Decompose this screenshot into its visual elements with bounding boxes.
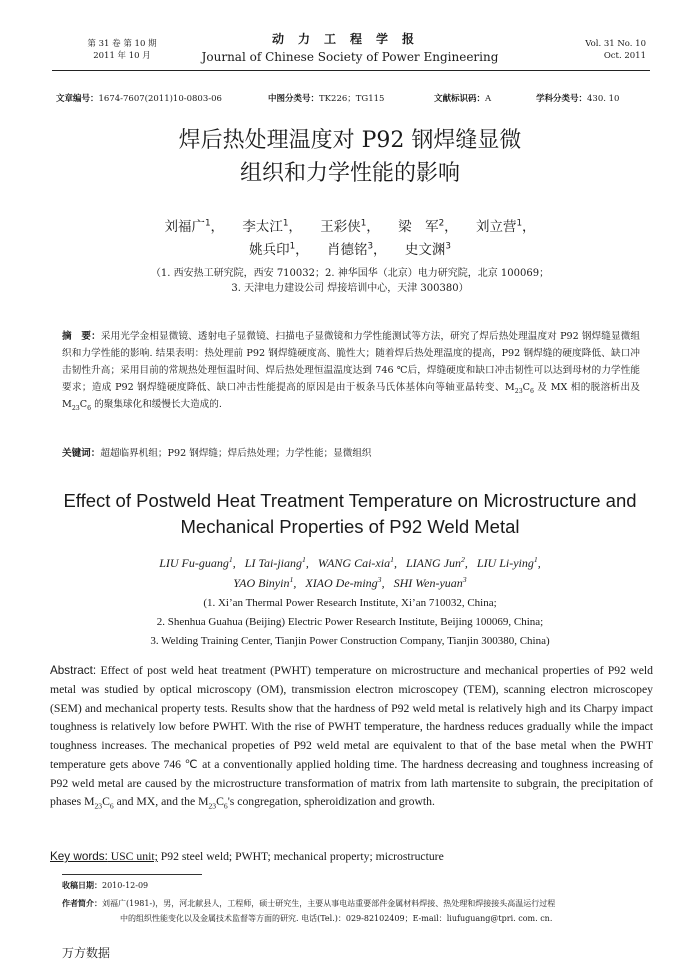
title-cn — [60, 124, 640, 190]
watermark: 万方数据 — [62, 946, 111, 960]
affiliations-en — [40, 594, 660, 651]
author-cn: 肖德铭$^3$ — [326, 241, 374, 258]
keywords-cn: 关键词：超超临界机组；P92 钢焊缝；焊后热处理；力学性能；显微组织 — [62, 448, 372, 459]
keywords-en-label: Key words: — [50, 850, 108, 863]
authors-en — [40, 553, 660, 593]
volume-en: Vol. 31 No. 10 — [585, 39, 646, 49]
author-en: LIU Fu-guang$^1$ — [159, 555, 233, 570]
abstract-en: Abstract: Effect of post weld heat treatment (PWHT) temperature on microstructure and mechanical properties of P92 weld metal was studied by optical microscopy (OM), transmission electron microscopey (TEM), scanning electron microscopey (SEM) and mechanical property tests. Results show that the hardness of P92 weld metal is relatively high and its Charpy impact toughness is relatively low before PWHT. With the rise of PWHT temperature, the hardness reduces gradually while the impact toughness increases. The mechanical propeties of P92 weld metal are equivalent to that of the base metal when the PWHT temperature gets above 746 ℃ at a conventionally applied holding time. The hardness decreasing and toughness increasing of P92 weld metal are caused by the microstructure transformation of matrix from lath martensite to subgrain, the precipitation of phases $M_{23}C_6$ and MX, and the $M_{23}C_6's$ congregation, spheroidization and growth. — [50, 664, 653, 811]
author-cn: 姚兵印$^1$ — [249, 241, 296, 258]
author-en: YAO Binyin$^1$ — [233, 575, 294, 590]
author-cn: 李太江$^1$ — [242, 218, 289, 235]
affiliations-cn — [60, 266, 640, 296]
date-en: Oct. 2011 — [603, 51, 646, 61]
affiliation-en-line3: 3. Welding Training Center, Tianjin Power Construction Company, Tianjin 300380, China) — [150, 635, 550, 647]
abstract-cn-label: 摘 要： — [62, 331, 101, 342]
title-cn-line2: 组织和力学性能的影响 — [239, 161, 460, 186]
author-en: SHI Wen-yuan$^3$ — [393, 575, 467, 590]
title-cn-line1: 焊后热处理温度对 P92 钢焊缝显微 — [178, 128, 522, 153]
author-en: XIAO De-ming$^3$ — [305, 575, 382, 590]
journal-title-cn: 动力工程学报 — [271, 32, 428, 46]
journal-title — [180, 32, 520, 65]
issue-info-cn — [62, 38, 182, 62]
title-en-line2: Mechanical Properties of P92 Weld Metal — [180, 516, 520, 537]
authors-en-line2: YAO Binyin$^1$, XIAO De-ming$^3$, SHI Wen-yuan$^3$ — [233, 575, 467, 590]
issue-info-en — [556, 38, 646, 62]
abstract-cn: 摘 要：采用光学金相显微镜、透射电子显微镜、扫描电子显微镜和力学性能测试等方法，研究了焊后热处理温度对 P92 钢焊缝显微组织和力学性能的影响. 结果表明：热处理前 P92 钢焊缝硬度高、脆性大；随着焊后热处理温度的提高，P92 钢焊缝的硬度降低、缺口冲击韧性升高；采用目前的常规热处理恒温时间、焊后热处理恒温温度达到 746 ℃后，焊缝硬度和缺口冲击韧性可以达到母材的力学性能要求；造成 P92 钢焊缝硬度降低、缺口冲击性能提高的原因是由于板条马氏体基体向等轴亚晶转变、$M_{23}C_6$ 及 MX 相的脱溶析出及 $M_{23}C_6$ 的聚集球化和缓慢长大造成的. — [62, 331, 641, 412]
footnote-rule — [62, 874, 202, 875]
author-en: LI Tai-jiang$^1$ — [244, 555, 306, 570]
abstract-en-label: Abstract: — [50, 664, 97, 677]
keywords-en: Key words: USC unit; P92 steel weld; PWHT; mechanical property; microstructure — [50, 850, 444, 863]
author-en: LIU Li-ying$^1$ — [476, 555, 538, 570]
affiliation-en-line2: 2. Shenhua Guahua (Beijing) Electric Power Research Institute, Beijing 100069, China; — [156, 616, 544, 628]
author-cn: 梁 军$^2$ — [398, 218, 445, 235]
date-cn: 2011 年 10 月 — [93, 51, 151, 61]
author-cn: 史文渊$^3$ — [404, 241, 451, 258]
author-en: LIANG Jun$^2$ — [405, 555, 465, 570]
keywords-cn-label: 关键词： — [62, 448, 101, 459]
journal-title-en: Journal of Chinese Society of Power Engineering — [201, 50, 499, 64]
author-bio: 作者简介：刘福广(1981-)，男，河北献县人，工程师，硕士研究生，主要从事电站重要部件金属材料焊接、热处理和焊接接头高温运行过程 中的组织性能变化以及金属技术监督等方面的研究. 电话(Tel.)：029-82102409；E-mail：liufuguang@tpri. com. cn. — [62, 899, 556, 923]
header-rule — [52, 70, 650, 71]
volume-cn: 第 31 卷 第 10 期 — [87, 39, 157, 49]
received-date: 收稿日期：2010-12-09 — [62, 881, 149, 890]
article-number: 文章编号：1674-7607(2011)10-0803-06 — [56, 94, 222, 104]
clc-number: 中图分类号：TK226；TG115 — [268, 94, 385, 104]
authors-cn-line2: 姚兵印$^1$， 肖德铭$^3$， 史文渊$^3$ — [249, 241, 451, 258]
title-en-line1: Effect of Postweld Heat Treatment Temperature on Microstructure and — [63, 490, 637, 511]
authors-cn — [60, 216, 640, 262]
author-cn: 王彩侠$^1$ — [320, 218, 367, 235]
title-en — [40, 488, 660, 540]
affiliation-cn-line2: 3. 天津电力建设公司 焊接培训中心，天津 300380） — [231, 283, 469, 294]
author-cn: 刘福广$^1$ — [164, 218, 211, 235]
affiliation-cn-line1: （1. 西安热工研究院，西安 710032；2. 神华国华（北京）电力研究院，北京 100069； — [150, 268, 550, 279]
author-cn: 刘立营$^1$ — [475, 218, 523, 235]
affiliation-en-line1: (1. Xi’an Thermal Power Research Institute, Xi’an 710032, China; — [203, 597, 497, 609]
authors-en-line1: LIU Fu-guang$^1$, LI Tai-jiang$^1$, WANG Cai-xia$^1$, LIANG Jun$^2$, LIU Li-ying$^1$, — [159, 555, 541, 570]
author-en: WANG Cai-xia$^1$ — [317, 555, 394, 570]
document-code: 文献标识码：A — [434, 94, 492, 104]
subject-code: 学科分类号：430. 10 — [536, 94, 620, 104]
authors-cn-line1: 刘福广$^1$， 李太江$^1$， 王彩侠$^1$， 梁 军$^2$， 刘立营$^1$， — [164, 218, 536, 235]
